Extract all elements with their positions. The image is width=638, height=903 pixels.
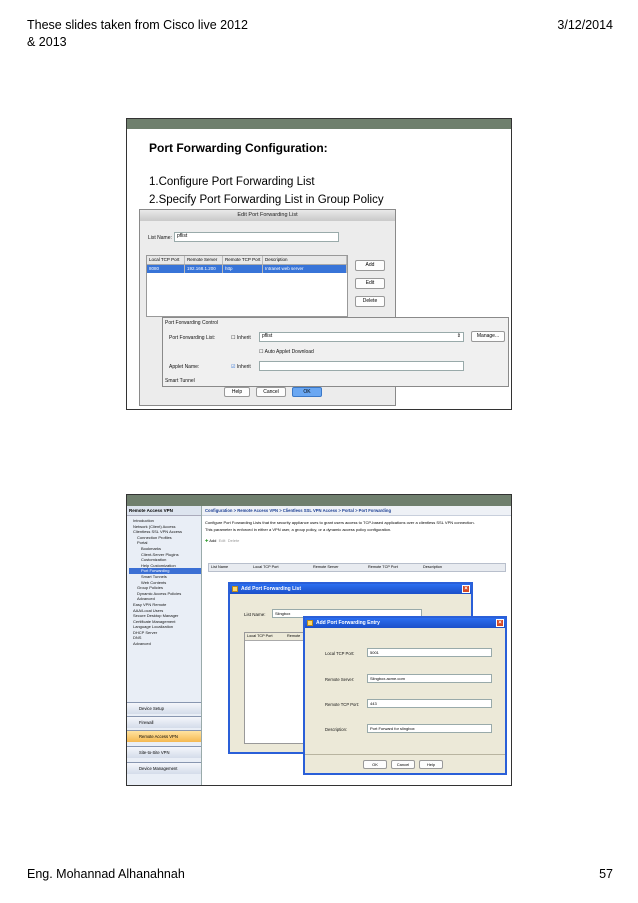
asdm-sidebar [127, 506, 202, 785]
chevron-updown-icon: ⇕ [456, 333, 461, 339]
col-local-port: Local TCP Port [253, 565, 279, 569]
tree-item[interactable]: Clientless SSL VPN Access [133, 529, 182, 535]
tree-item[interactable]: AAA/Local Users [133, 607, 164, 613]
add-icon: ✚ [205, 538, 209, 543]
description-input[interactable]: Port Forward for slingbox [367, 724, 492, 733]
tree-item[interactable]: Portal [137, 540, 148, 546]
slide-top-bar [127, 495, 511, 506]
manage-button[interactable]: Manage... [471, 331, 505, 342]
applet-name-input[interactable] [259, 361, 464, 371]
list-name-input[interactable]: pflist [174, 232, 339, 242]
delete-button[interactable]: Delete [355, 296, 385, 307]
table-header [147, 256, 347, 265]
inherit-checkbox[interactable]: ☐ Inherit [231, 335, 251, 341]
description-label: Description: [325, 727, 348, 732]
nav-tree [127, 516, 201, 647]
nav-device-management[interactable]: Device Management [127, 762, 201, 774]
close-icon[interactable]: × [462, 585, 470, 593]
help-button[interactable]: Help [419, 760, 443, 769]
col-remote: Remote [287, 634, 301, 638]
cell: Intranet web server [263, 265, 347, 273]
slide-asdm-port-forwarding [126, 494, 512, 786]
col-local-port: Local TCP Port [147, 256, 185, 264]
add-button[interactable]: Add [355, 260, 385, 271]
remote-port-input[interactable]: 443 [367, 699, 492, 708]
tree-item[interactable]: DNS [133, 635, 142, 641]
auto-applet-checkbox[interactable]: ☐ Auto Applet Download [259, 349, 314, 355]
tree-item[interactable]: Help Customization [141, 562, 176, 568]
divider [305, 754, 505, 755]
tree-item[interactable]: Client-Server Plugins [141, 551, 179, 557]
col-description: Description [423, 565, 442, 569]
description-2: This parameter is enforced in either a VPN user, a group policy, or a dynamic access policy configuration. [205, 527, 392, 532]
tree-item[interactable]: Easy VPN Remote [133, 601, 167, 607]
col-remote-port: Remote TCP Port [368, 565, 398, 569]
slide-port-forwarding-config [126, 118, 512, 410]
nav-device-setup[interactable]: Device Setup [127, 702, 201, 714]
list-name-label: List Name: [244, 612, 266, 617]
dialog-title [230, 584, 471, 594]
remote-port-label: Remote TCP Port: [325, 702, 360, 707]
smart-tunnel-label: Smart Tunnel [165, 378, 195, 384]
ok-button[interactable]: OK [363, 760, 387, 769]
tree-item[interactable]: Advanced [137, 596, 155, 602]
tree-item[interactable]: Customization [141, 557, 167, 563]
ok-button[interactable]: OK [292, 387, 322, 397]
list-table-header [208, 563, 506, 572]
tree-item[interactable]: Group Policies [137, 585, 164, 591]
cancel-button[interactable]: Cancel [256, 387, 286, 397]
auto-applet-label: Auto Applet Download [264, 349, 314, 355]
col-remote-server: Remote Server [313, 565, 339, 569]
toolbar-edit[interactable]: Edit [218, 538, 226, 543]
tree-item[interactable]: Port Forwarding [129, 568, 201, 574]
tree-item[interactable]: Certificate Management [133, 618, 176, 624]
tree-item[interactable]: Network (Client) Access [133, 523, 176, 529]
slide-top-bar [127, 119, 511, 129]
footer-page-number: 57 [599, 867, 613, 881]
local-port-label: Local TCP Port: [325, 651, 355, 656]
nav-remote-access-vpn[interactable]: Remote Access VPN [127, 730, 201, 742]
header-date: 3/12/2014 [557, 18, 613, 32]
tree-item[interactable]: Connection Profiles [137, 534, 172, 540]
pf-control-title: Port Forwarding Control [165, 320, 219, 326]
footer-author: Eng. Mohannad Alhanahnah [27, 867, 185, 881]
toolbar-delete[interactable]: Delete [227, 538, 240, 543]
col-local-port: Local TCP Port [247, 634, 273, 638]
close-icon[interactable]: × [496, 619, 504, 627]
dialog-title-text: Add Port Forwarding List [241, 586, 301, 592]
breadcrumb: Configuration > Remote Access VPN > Clientless SSL VPN Access > Portal > Port Forwarding [202, 506, 511, 516]
inherit-label: Inherit [236, 335, 251, 341]
local-port-input[interactable]: 5001 [367, 648, 492, 657]
step-2: 2.Specify Port Forwarding List in Group Policy [149, 194, 384, 206]
description-1: Configure Port Forwarding Lists that the security appliance uses to grant users access to TCP-based applications over a clientless SSL VPN connection. [205, 520, 475, 525]
tree-item[interactable]: Dynamic Access Policies [137, 590, 182, 596]
window-icon [232, 586, 238, 592]
col-remote-server: Remote Server [185, 256, 223, 264]
tree-item[interactable]: Language Localization [133, 624, 174, 630]
tree-item[interactable]: Bookmarks [141, 545, 162, 551]
entries-table-header [245, 633, 305, 641]
slide-title: Port Forwarding Configuration: [149, 141, 328, 155]
tree-item[interactable]: Secure Desktop Manager [133, 613, 179, 619]
step-1: 1.Configure Port Forwarding List [149, 176, 315, 188]
cell: 192.168.1.200 [185, 265, 223, 273]
tree-item[interactable]: Smart Tunnels [141, 573, 167, 579]
list-name-input[interactable]: Slingbox [272, 609, 422, 618]
dialog-title-text: Add Port Forwarding Entry [316, 620, 380, 626]
add-port-forwarding-entry-dialog [303, 616, 507, 775]
toolbar [202, 537, 511, 544]
pf-list-select[interactable] [259, 332, 464, 342]
select-value: pflist [262, 333, 273, 339]
help-button[interactable]: Help [224, 387, 250, 397]
table-row[interactable] [147, 265, 347, 273]
cell: http [223, 265, 263, 273]
dialog-title [305, 618, 505, 628]
remote-server-input[interactable]: Slingbox.acme.com [367, 674, 492, 683]
edit-button[interactable]: Edit [355, 278, 385, 289]
cancel-button[interactable]: Cancel [391, 760, 415, 769]
remote-server-label: Remote Server: [325, 677, 355, 682]
port-forwarding-table [146, 255, 348, 317]
col-remote-port: Remote TCP Port [223, 256, 263, 264]
tree-item[interactable]: Introduction [133, 518, 154, 523]
sidebar-title: Remote Access VPN [127, 506, 201, 516]
inherit-label: Inherit [236, 364, 251, 370]
nav-firewall[interactable]: Firewall [127, 716, 201, 728]
tree-item[interactable]: DHCP Server [133, 629, 158, 635]
tree-item[interactable]: Advanced [133, 641, 151, 647]
pf-list-label: Port Forwarding List: [169, 335, 216, 341]
applet-name-label: Applet Name: [169, 364, 200, 370]
window-icon [307, 620, 313, 626]
header-source-note: These slides taken from Cisco live 2012 & 2013 [27, 18, 248, 49]
cell: 8080 [147, 265, 185, 273]
col-list-name: List Name [211, 565, 229, 569]
list-name-label: List Name: [148, 235, 172, 241]
port-forwarding-control-panel [162, 317, 509, 387]
window-title: Edit Port Forwarding List [140, 210, 395, 221]
toolbar-add[interactable]: Add [209, 538, 217, 543]
tree-item[interactable]: Web Contents [141, 579, 167, 585]
nav-site-to-site-vpn[interactable]: Site-to-Site VPN [127, 746, 201, 758]
col-description: Description [263, 256, 347, 264]
applet-inherit-checkbox[interactable]: ☑ Inherit [231, 364, 251, 370]
entries-table [244, 632, 306, 744]
